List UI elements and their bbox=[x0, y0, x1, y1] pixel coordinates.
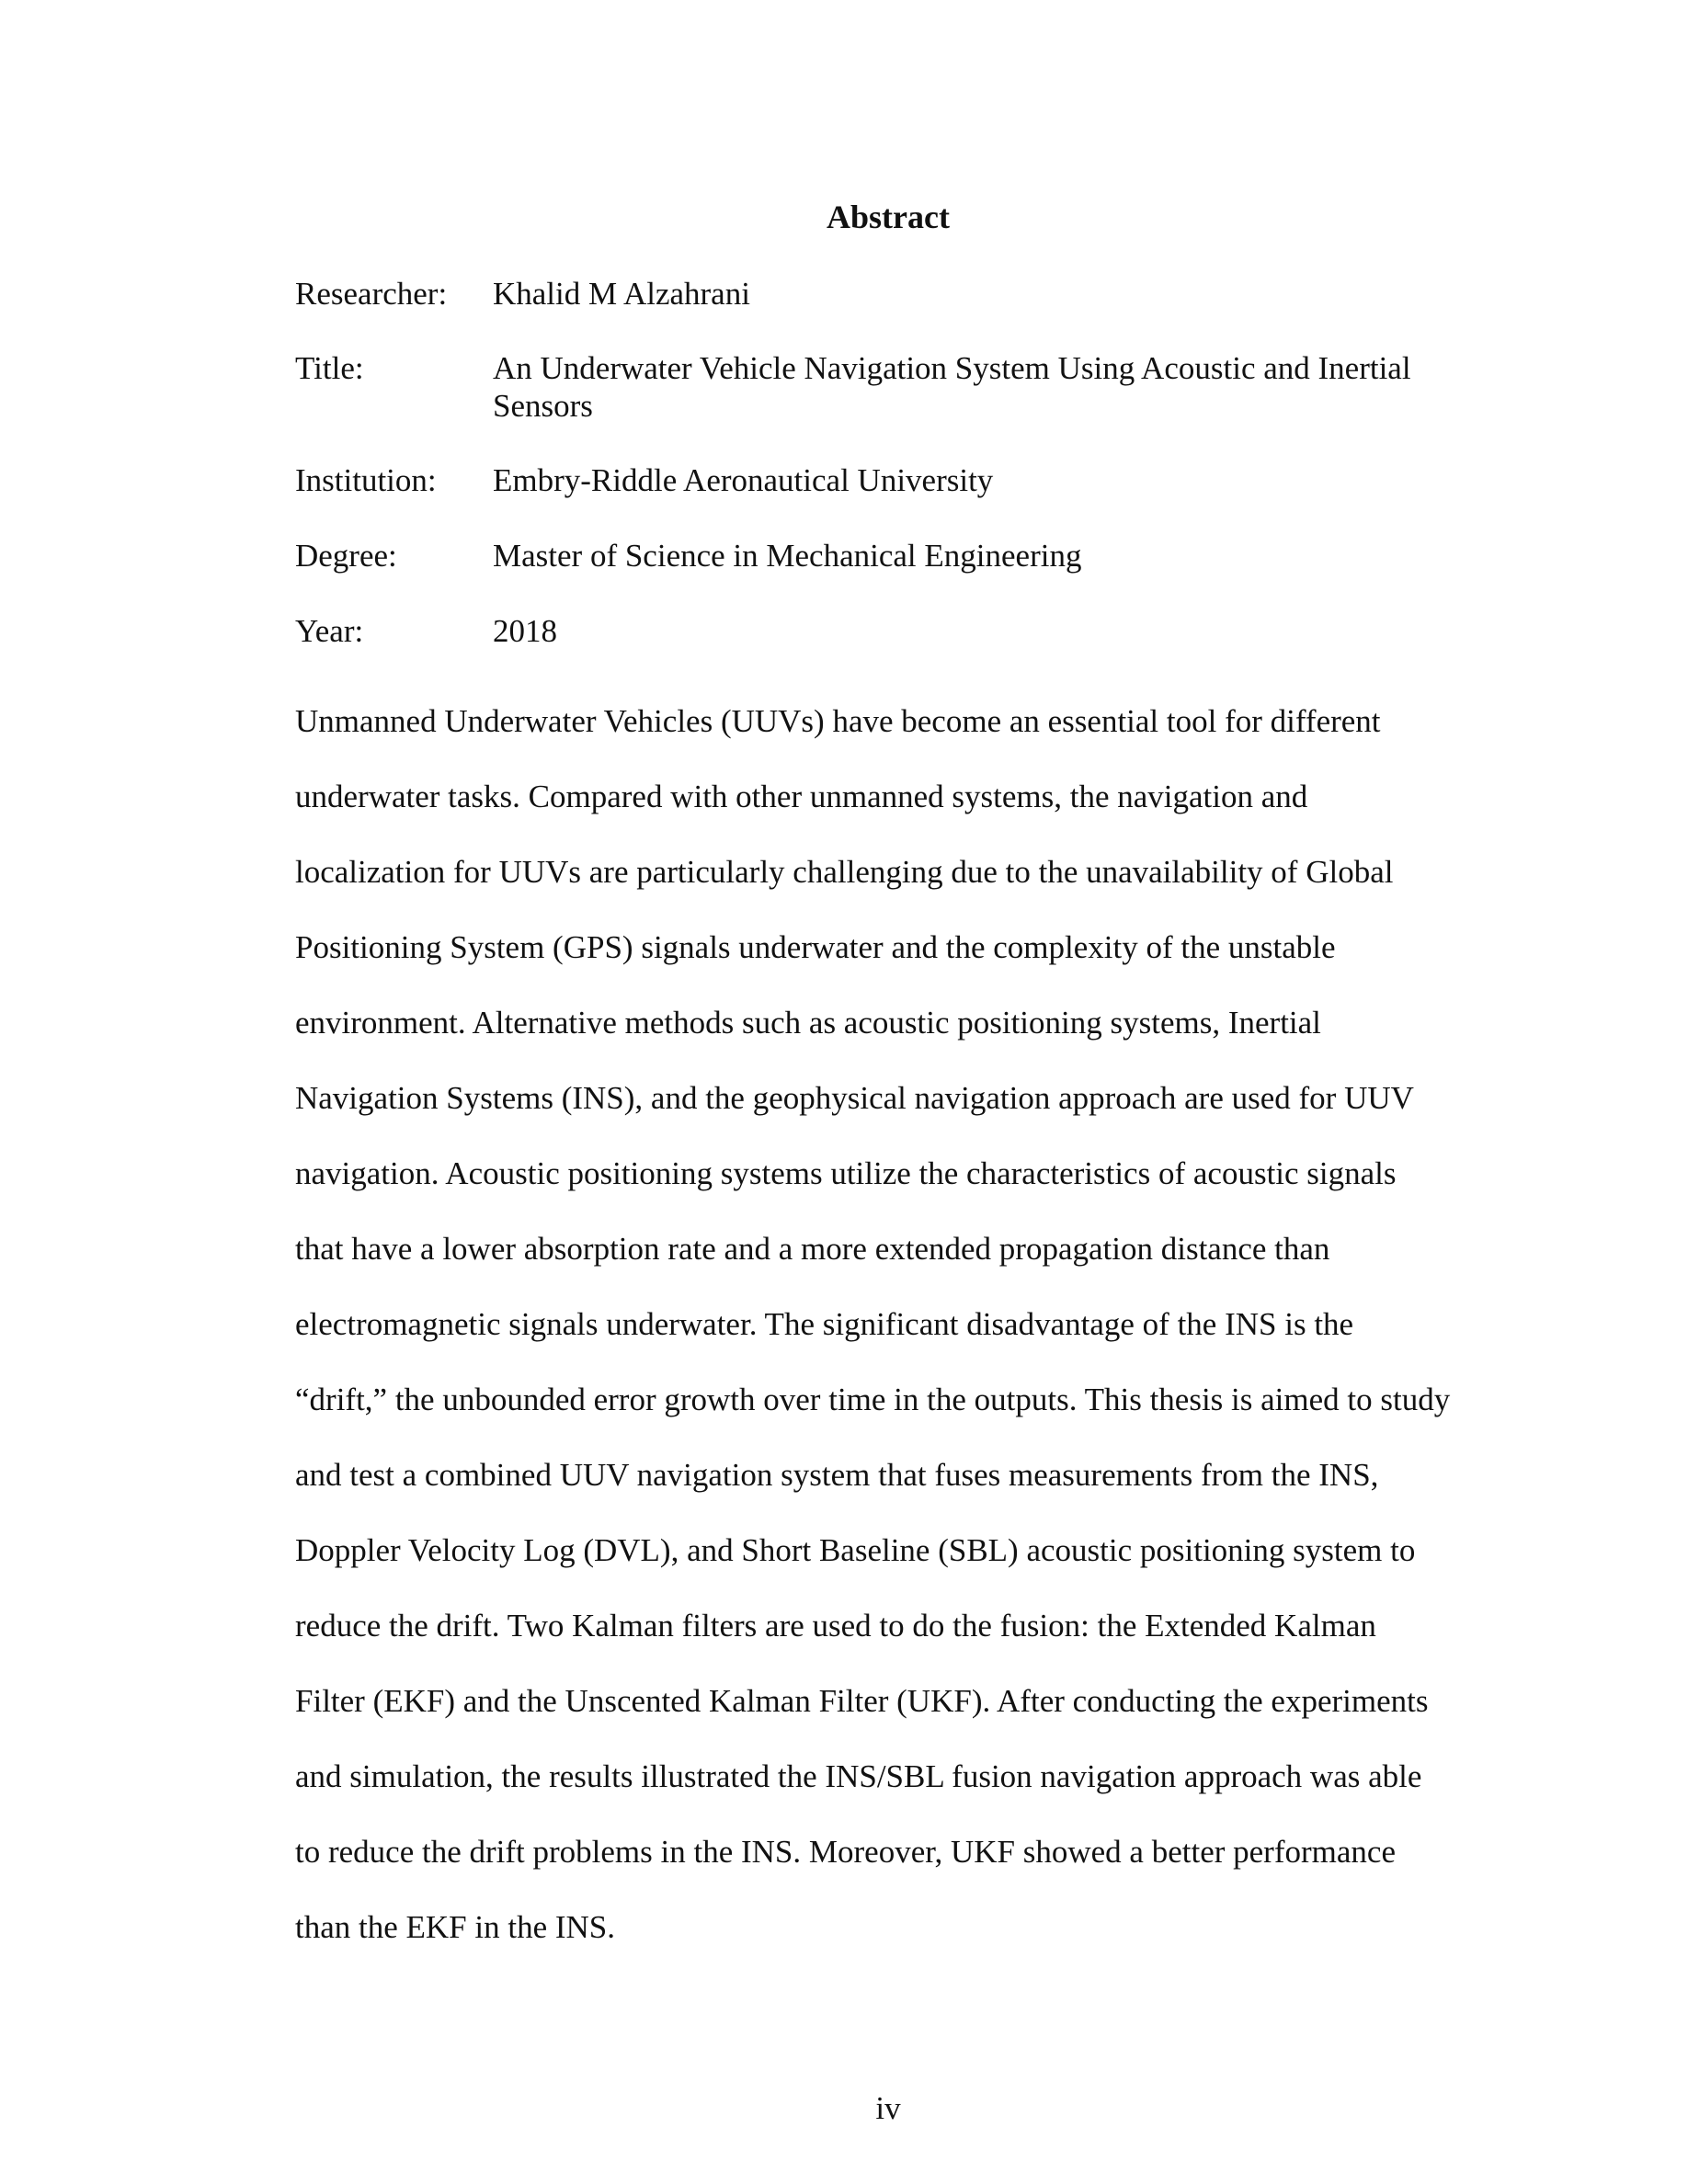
metadata-value: Master of Science in Mechanical Engineering bbox=[493, 538, 1082, 574]
metadata-value: Khalid M Alzahrani bbox=[493, 276, 750, 312]
abstract-body bbox=[295, 684, 1490, 1965]
metadata-value: Embry-Riddle Aeronautical University bbox=[493, 462, 994, 498]
page-number: iv bbox=[875, 2090, 901, 2126]
abstract-line: Doppler Velocity Log (DVL), and Short Baseline (SBL) acoustic positioning system to bbox=[295, 1532, 1416, 1568]
abstract-line: Filter (EKF) and the Unscented Kalman Filter (UKF). After conducting the experiments bbox=[295, 1683, 1429, 1719]
metadata-label: Researcher: bbox=[295, 276, 448, 312]
metadata-value bbox=[493, 349, 1495, 425]
metadata-label: Year: bbox=[295, 613, 364, 649]
abstract-line: and simulation, the results illustrated the INS/SBL fusion navigation approach was able bbox=[295, 1758, 1422, 1794]
abstract-line: reduce the drift. Two Kalman filters are used to do the fusion: the Extended Kalman bbox=[295, 1608, 1376, 1644]
abstract-line: than the EKF in the INS. bbox=[295, 1909, 616, 1945]
abstract-line: Navigation Systems (INS), and the geophysical navigation approach are used for UUV bbox=[295, 1080, 1414, 1116]
metadata-value-line: Sensors bbox=[493, 388, 593, 424]
abstract-line: “drift,” the unbounded error growth over time in the outputs. This thesis is aimed to study bbox=[295, 1382, 1451, 1417]
abstract-line: and test a combined UUV navigation system that fuses measurements from the INS, bbox=[295, 1457, 1379, 1493]
metadata-label: Title: bbox=[295, 350, 364, 386]
metadata-value: 2018 bbox=[493, 613, 557, 649]
abstract-line: that have a lower absorption rate and a more extended propagation distance than bbox=[295, 1231, 1330, 1267]
metadata-value-line: An Underwater Vehicle Navigation System Using Acoustic and Inertial bbox=[493, 350, 1411, 386]
abstract-line: navigation. Acoustic positioning systems utilize the characteristics of acoustic signals bbox=[295, 1155, 1397, 1191]
abstract-line: localization for UUVs are particularly challenging due to the unavailability of Global bbox=[295, 854, 1394, 890]
abstract-heading: Abstract bbox=[827, 199, 950, 235]
abstract-line: electromagnetic signals underwater. The significant disadvantage of the INS is the bbox=[295, 1306, 1354, 1342]
abstract-line: environment. Alternative methods such as acoustic positioning systems, Inertial bbox=[295, 1005, 1321, 1041]
metadata-label: Degree: bbox=[295, 538, 397, 574]
abstract-line: Unmanned Underwater Vehicles (UUVs) have become an essential tool for different bbox=[295, 703, 1381, 739]
abstract-line: underwater tasks. Compared with other unmanned systems, the navigation and bbox=[295, 779, 1308, 814]
abstract-line: to reduce the drift problems in the INS. Moreover, UKF showed a better performance bbox=[295, 1834, 1396, 1870]
abstract-line: Positioning System (GPS) signals underwater and the complexity of the unstable bbox=[295, 929, 1336, 965]
metadata-label: Institution: bbox=[295, 462, 437, 498]
